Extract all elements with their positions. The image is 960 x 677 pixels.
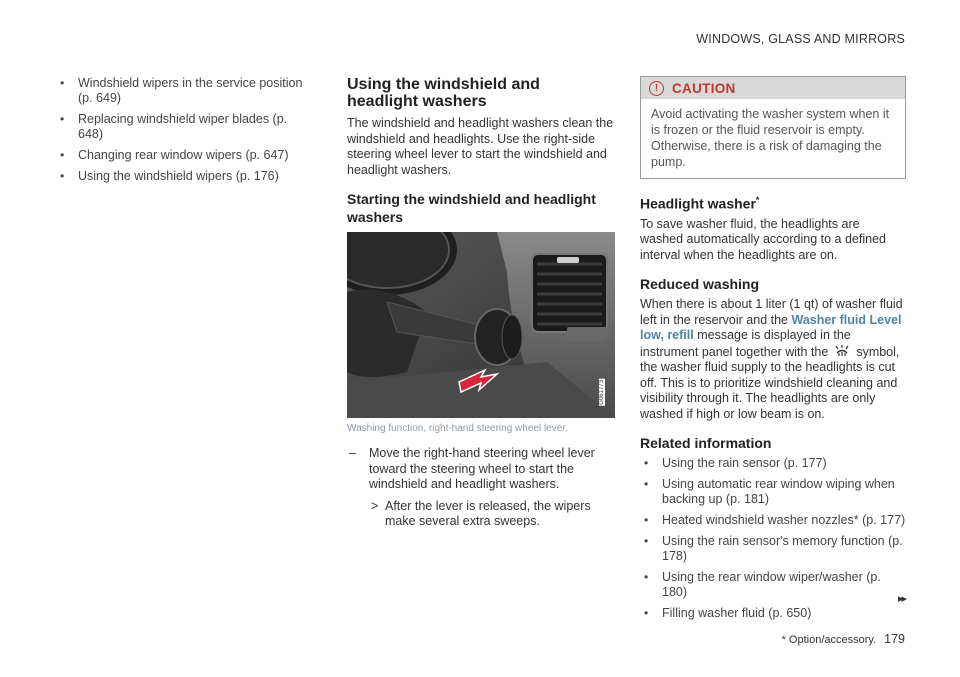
washer-fluid-message: Washer fluid Level low, refill [640, 312, 902, 343]
figure-id: G061773 [599, 380, 605, 405]
footnote: * Option/accessory. [781, 634, 877, 646]
section-heading: Using the windshield and headlight washers [347, 76, 540, 110]
details-column [640, 76, 906, 627]
page-number: 179 [884, 632, 905, 646]
subsection-heading: Starting the windshield and headlight washers [347, 191, 596, 225]
steering-lever-photo [347, 232, 615, 418]
instruction-step: – Move the right-hand steering wheel lever toward the steering wheel to start the windshield and headlight washers. [349, 446, 595, 491]
list-item[interactable]: • Heated windshield washer nozzles* (p. 177) [644, 513, 906, 528]
list-item[interactable]: • Using the rear window wiper/washer (p. 180) [644, 570, 881, 600]
caution-header [641, 77, 905, 99]
list-item[interactable]: • Using automatic rear window wiping when backing up (p. 181) [644, 477, 895, 507]
list-item[interactable]: • Windshield wipers in the service position (p. 649) [60, 76, 303, 105]
related-links-column [56, 76, 311, 190]
figure-caption: Washing function, right-hand steering wheel lever. [347, 423, 568, 434]
caution-title: CAUTION [672, 80, 736, 96]
page-footer [782, 632, 905, 646]
list-item[interactable]: • Using the rain sensor's memory function (p. 178) [644, 534, 903, 564]
related-information-heading: Related information [640, 435, 772, 452]
headlight-washer-text: To save washer fluid, the headlights are washed automatically according to a defined interval when the headlights are on. [640, 216, 886, 262]
lever-illustration [347, 232, 615, 418]
reduced-washing-heading: Reduced washing [640, 276, 760, 293]
caution-text: Avoid activating the washer system when it is frozen or the fluid reservoir is empty. Otherwise, there is a risk of damaging the pump. [651, 107, 890, 169]
list-item[interactable]: • Changing rear window wipers (p. 647) [60, 148, 289, 162]
warning-icon: ! [649, 81, 664, 96]
list-item[interactable]: • Using the windshield wipers (p. 176) [60, 169, 279, 183]
intro-paragraph: The windshield and headlight washers clean the windshield and headlights. Use the right-side steering wheel lever to start the windshield and headlight washers. [347, 116, 614, 177]
washer-fluid-icon [834, 344, 850, 358]
washer-column [347, 76, 615, 530]
reduced-washing-text: When there is about 1 liter (1 qt) of washer fluid left in the reservoir and the Washer fluid Level low, refill message is displayed in the instrument panel together with the symbol, the washer fluid supply to the headlights is cut off. This is to prioritize windshield cleaning and visibility through it. The headlights are only washed if high or low beam is on. [640, 297, 903, 421]
bullet-list [56, 76, 311, 184]
continue-arrow-icon: ▸▸ [897, 593, 905, 605]
related-list [640, 456, 906, 621]
list-item[interactable]: • Using the rain sensor (p. 177) [644, 456, 827, 471]
headlight-washer-heading: Headlight washer* [640, 195, 760, 212]
list-item[interactable]: • Filling washer fluid (p. 650) [644, 606, 812, 621]
list-item[interactable]: • Replacing windshield wiper blades (p. 648) [60, 112, 288, 141]
section-title: WINDOWS, GLASS AND MIRRORS [696, 32, 905, 46]
step-result: > After the lever is released, the wipers make several extra sweeps. [371, 498, 591, 528]
caution-box [640, 76, 906, 179]
